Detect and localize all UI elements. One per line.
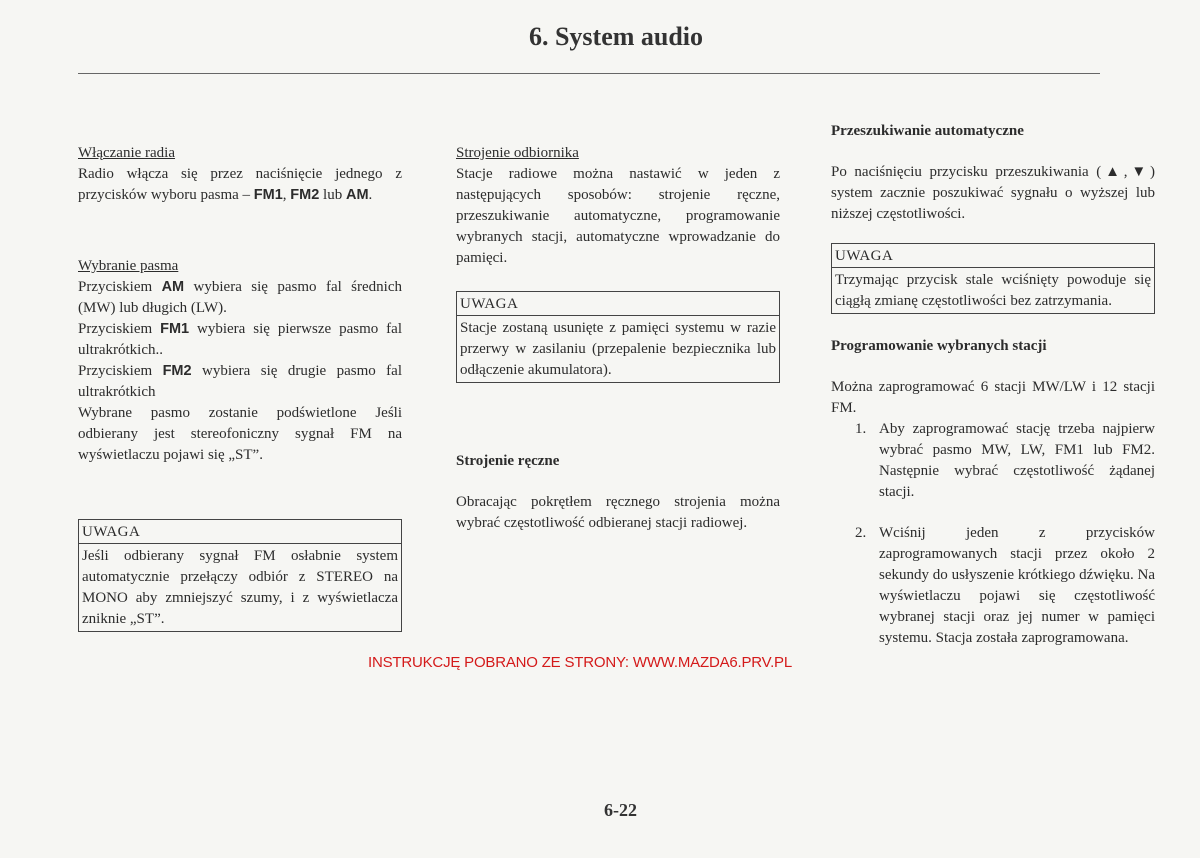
section-text-auto-search: Po naciśnięciu przycisku przeszukiwania (▲,▼) system zacznie poszukiwać sygnału o wyższej lub niższej częstotliwości.: [831, 164, 1155, 222]
list-item: [831, 523, 1155, 649]
step-text: Wciśnij jeden z przycisków zaprogramowanych stacji przez około 2 sekundy do usłyszenie krótkiego dźwięku. Na wyświetlaczu pojawi się częstotliwość wybranej stacji oraz jej numer w pamięci systemu. Stacja została zaprogramowana.: [879, 525, 1155, 646]
band-fm1-suffix: wybiera się pierwsze pasmo fal ultrakrótkich..: [78, 321, 403, 358]
note-heading: UWAGA: [79, 522, 401, 544]
fm2-label: FM2: [290, 187, 320, 203]
fm2-button-label: FM2: [162, 363, 192, 379]
band-am-text: [78, 277, 402, 319]
fm1-label: FM1: [253, 187, 283, 203]
section-heading-radio-on: Włączanie radia: [78, 145, 176, 161]
column-right: [831, 121, 1155, 649]
step-number: 1.: [855, 421, 867, 437]
or-text: lub: [319, 187, 346, 203]
section-heading-band: Wybranie pasma: [78, 258, 179, 274]
section-text-tuning: Stacje radiowe można nastawić w jeden z następujących sposobów: strojenie ręczne, przeszukiwanie automatyczne, programowanie wybranych stacji, automatyczne wprowadzanie do pamięci.: [456, 166, 780, 266]
am-label: AM: [345, 187, 369, 203]
band-fm1-prefix: Przyciskiem: [78, 321, 161, 337]
section-heading-auto-search: Przeszukiwanie automatyczne: [831, 123, 1024, 139]
section-text-programming: Można zaprogramować 6 stacji MW/LW i 12 stacji FM.: [831, 379, 1155, 416]
am-button-label: AM: [161, 279, 185, 295]
band-fm2-suffix: wybiera się drugie pasmo fal ultrakrótkich: [78, 363, 402, 400]
separator: ,: [282, 187, 291, 203]
note-box-stereo: [78, 519, 402, 632]
period: .: [368, 187, 373, 203]
band-am-suffix: wybiera się pasmo fal średnich (MW) lub długich (LW).: [78, 279, 402, 316]
section-text-manual: Obracając pokrętłem ręcznego strojenia można wybrać częstotliwość odbieranej stacji radiowej.: [456, 494, 780, 531]
band-fm2-prefix: Przyciskiem: [78, 363, 163, 379]
note-text: Trzymając przycisk stale wciśnięty powoduje się ciągłą zmianę częstotliwości bez zatrzymania.: [835, 272, 1151, 309]
column-left: [78, 143, 402, 632]
band-am-prefix: Przyciskiem: [78, 279, 162, 295]
download-source-link[interactable]: INSTRUKCJĘ POBRANO ZE STRONY: WWW.MAZDA6.PRV.PL: [368, 654, 793, 671]
note-heading: UWAGA: [832, 246, 1154, 268]
page-number: 6-22: [604, 800, 637, 820]
band-highlight-text: Wybrane pasmo zostanie podświetlone Jeśli odbierany jest stereofoniczny sygnał FM na wyświetlaczu pojawi się „ST”.: [78, 405, 402, 463]
radio-on-text: Radio włącza się przez naciśnięcie jednego z przycisków wyboru pasma –: [78, 166, 402, 203]
column-middle: [456, 143, 780, 534]
step-text: Aby zaprogramować stację trzeba najpierw wybrać pasmo MW, LW, FM1 lub FM2. Następnie wybrać częstotliwość żądanej stacji.: [879, 421, 1155, 500]
band-fm1-text: [78, 319, 402, 361]
band-fm2-text: [78, 361, 402, 403]
note-text: Stacje zostaną usunięte z pamięci systemu w razie przerwy w zasilaniu (przepalenie bezpiecznika lub odłączenie akumulatora).: [460, 320, 776, 378]
fm1-button-label: FM1: [160, 321, 190, 337]
section-heading-tuning: Strojenie odbiornika: [456, 145, 579, 161]
programming-steps: [831, 419, 1155, 649]
list-item: [831, 419, 1155, 503]
section-text-radio-on: [78, 164, 402, 206]
note-heading: UWAGA: [457, 294, 779, 316]
page-title: 6. System audio: [528, 22, 704, 51]
step-number: 2.: [855, 525, 867, 541]
note-box-memory: [456, 291, 780, 383]
note-box-hold: [831, 243, 1155, 314]
section-heading-manual: Strojenie ręczne: [456, 453, 560, 469]
header-divider: [78, 73, 1100, 74]
note-text: Jeśli odbierany sygnał FM osłabnie system automatycznie przełączy odbiór z STEREO na MONO aby zmniejszyć szumy, i z wyświetlacza zniknie „ST”.: [82, 548, 398, 627]
section-heading-programming: Programowanie wybranych stacji: [831, 338, 1047, 354]
